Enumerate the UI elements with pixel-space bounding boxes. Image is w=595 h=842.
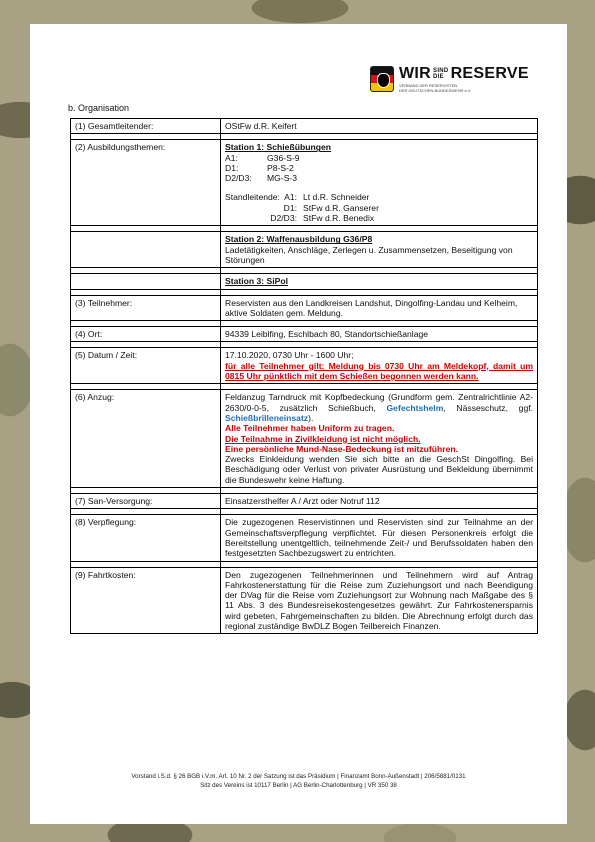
row-label-san: (7) San-Versorgung: bbox=[71, 494, 221, 509]
leader-key: D1: bbox=[283, 202, 297, 213]
row-value-teilnehmer: Reservisten aus den Landkreisen Landshut, Dingolfing-Landau und Kelheim, aktive Soldaten gem. Meldung. bbox=[221, 295, 538, 321]
table-row bbox=[71, 119, 538, 134]
section-title: b. Organisation bbox=[68, 103, 130, 113]
table-row bbox=[71, 390, 538, 488]
anzug-warning-mask: Eine persönliche Mund-Nase-Bedeckung ist mitzuführen. bbox=[225, 443, 459, 454]
table-row bbox=[71, 348, 538, 384]
table-row bbox=[71, 327, 538, 342]
row-value-station3 bbox=[221, 274, 538, 289]
table-row bbox=[71, 494, 538, 509]
station1-item-value: MG-S-3 bbox=[267, 173, 298, 184]
anzug-text: Feldanzug Tarndruck mit Kopfbedeckung (Grundform gem. Zentralrichtlinie A2-2630/0-0-5, zusätzlich Schießbuch, bbox=[225, 392, 533, 413]
row-value-verpflegung: Die zugezogenen Reservistinnen und Reservisten sind zur Teilnahme an der Gemeinschaftsverpflegung verpflichtet. Für diesen Personenkreis erfolgt die Bereitstellung unentgeltlich, teilnehmende Zeit-/ und Berufssoldaten haben den festgesetzten Sachbezugswert zu entrichten. bbox=[221, 515, 538, 561]
anzug-glasses: Schießbrilleneinsatz bbox=[225, 412, 309, 423]
page-footer bbox=[30, 772, 567, 790]
row-value-fahrtkosten: Den zugezogenen Teilnehmerinnen und Teilnehmern wird auf Antrag Fahrkostenerstattung für die Reise zum Zuziehungsort und nach Beendigung der DVag für die Reise vom Zuziehungsort zur Wohnung nach Maßgabe des § 11 Abs. 3 des Bundesreisekostengesetzes gewährt. Zur Fahrkostenersparnis wird gebeten, Fahrgemeinschaften zu bilden. Die Abrechnung erfolgt durch das regional zuständige BwDLZ Bogen Teilbereich Finanzen. bbox=[221, 567, 538, 634]
station1-leaders bbox=[225, 192, 533, 223]
eagle-emblem-icon bbox=[370, 66, 394, 92]
row-value-station1 bbox=[221, 140, 538, 226]
row-label-ausbildung: (2) Ausbildungsthemen: bbox=[71, 140, 221, 226]
leader-key: D2/D3: bbox=[270, 213, 297, 224]
logo-subline-1: VERBAND DER RESERVISTEN bbox=[399, 82, 458, 88]
row-label-fahrtkosten: (9) Fahrtkosten: bbox=[71, 567, 221, 634]
document-page bbox=[30, 24, 567, 824]
logo-text bbox=[399, 66, 529, 93]
station1-item-key: D1: bbox=[225, 162, 239, 173]
row-label-ort: (4) Ort: bbox=[71, 327, 221, 342]
logo-small-die: DIE bbox=[433, 73, 444, 80]
station2-title: Station 2: Waffenausbildung G36/P8 bbox=[225, 234, 373, 245]
station1-item-value: P8-S-2 bbox=[267, 162, 294, 173]
datum-note: für alle Teilnehmer gilt: Meldung bis 0730 Uhr am Meldekopf, damit um 0815 Uhr pünktlich mit dem Schießen begonnen werden kann. bbox=[225, 360, 533, 382]
table-row bbox=[71, 274, 538, 289]
footer-line-1: Vorstand i.S.d. § 26 BGB i.V.m. Art. 10 Nr. 2 der Satzung ist das Präsidium | Finanzamt Bonn-Außenstadt | 206/5881/0131 bbox=[131, 773, 466, 780]
row-value-ort: 94339 Leiblfing, Eschlbach 80, Standortschießanlage bbox=[221, 327, 538, 342]
leader-value: StFw d.R. Ganserer bbox=[303, 202, 379, 213]
row-value-station2 bbox=[221, 232, 538, 268]
row-value-datum bbox=[221, 348, 538, 384]
table-row bbox=[71, 295, 538, 321]
logo-word-wir: WIR bbox=[399, 64, 432, 82]
row-label-gesamtleiter: (1) Gesamtleitender: bbox=[71, 119, 221, 134]
row-value-gesamtleiter: OStFw d.R. Keifert bbox=[221, 119, 538, 134]
logo-small-sind: SIND bbox=[433, 67, 449, 74]
leader-key: A1: bbox=[284, 192, 297, 203]
anzug-text: ). bbox=[308, 412, 314, 423]
table-row bbox=[71, 567, 538, 634]
row-value-san: Einsatzersthelfer A / Arzt oder Notruf 112 bbox=[221, 494, 538, 509]
station1-title: Station 1: Schießübungen bbox=[225, 142, 331, 153]
station3-title: Station 3: SiPol bbox=[225, 276, 289, 287]
anzug-warning-uniform: Alle Teilnehmer haben Uniform zu tragen. bbox=[225, 423, 395, 434]
logo-word-reserve: RESERVE bbox=[450, 64, 529, 82]
station2-text: Ladetätigkeiten, Anschläge, Zerlegen u. Zusammensetzen, Beseitigung von Störungen bbox=[225, 244, 513, 265]
row-value-anzug bbox=[221, 390, 538, 488]
station1-item-value: G36-S-9 bbox=[267, 152, 300, 163]
logo-subline-2: DER DEUTSCHEN BUNDESWEHR e.V. bbox=[399, 87, 472, 93]
row-label-anzug: (6) Anzug: bbox=[71, 390, 221, 488]
reserve-logo bbox=[370, 64, 540, 94]
station1-item-key: D2/D3: bbox=[225, 173, 252, 184]
anzug-text: , Nässeschutz, ggf. bbox=[443, 402, 533, 413]
table-row bbox=[71, 140, 538, 226]
row-label-verpflegung: (8) Verpflegung: bbox=[71, 515, 221, 561]
leader-value: Lt d.R. Schneider bbox=[303, 192, 370, 203]
datum-value: 17.10.2020, 0730 Uhr - 1600 Uhr; bbox=[225, 350, 354, 361]
leaders-label: Standleitende: bbox=[225, 192, 280, 203]
anzug-warning-civil: Die Teilnahme in Zivilkleidung ist nicht möglich. bbox=[225, 433, 421, 444]
table-row bbox=[71, 515, 538, 561]
table-row bbox=[71, 232, 538, 268]
row-label-teilnehmer: (3) Teilnehmer: bbox=[71, 295, 221, 321]
organisation-table bbox=[70, 118, 538, 634]
station1-item-key: A1: bbox=[225, 152, 238, 163]
footer-line-2: Sitz des Vereins ist 10117 Berlin | AG Berlin-Charlottenburg | VR 350 38 bbox=[200, 782, 397, 789]
station1-items bbox=[225, 153, 533, 184]
anzug-text-einkleidung: Zwecks Einkleidung wenden Sie sich bitte an die GeschSt Dingolfing. Bei Beschädigung oder Verlust von privater Ausrüstung und Bekleidung übernimmt die Bundeswehr keine Haftung. bbox=[225, 454, 533, 485]
leader-value: StFw d.R. Benedix bbox=[303, 213, 375, 224]
anzug-helmet: Gefechtshelm bbox=[386, 402, 444, 413]
row-label-datum: (5) Datum / Zeit: bbox=[71, 348, 221, 384]
